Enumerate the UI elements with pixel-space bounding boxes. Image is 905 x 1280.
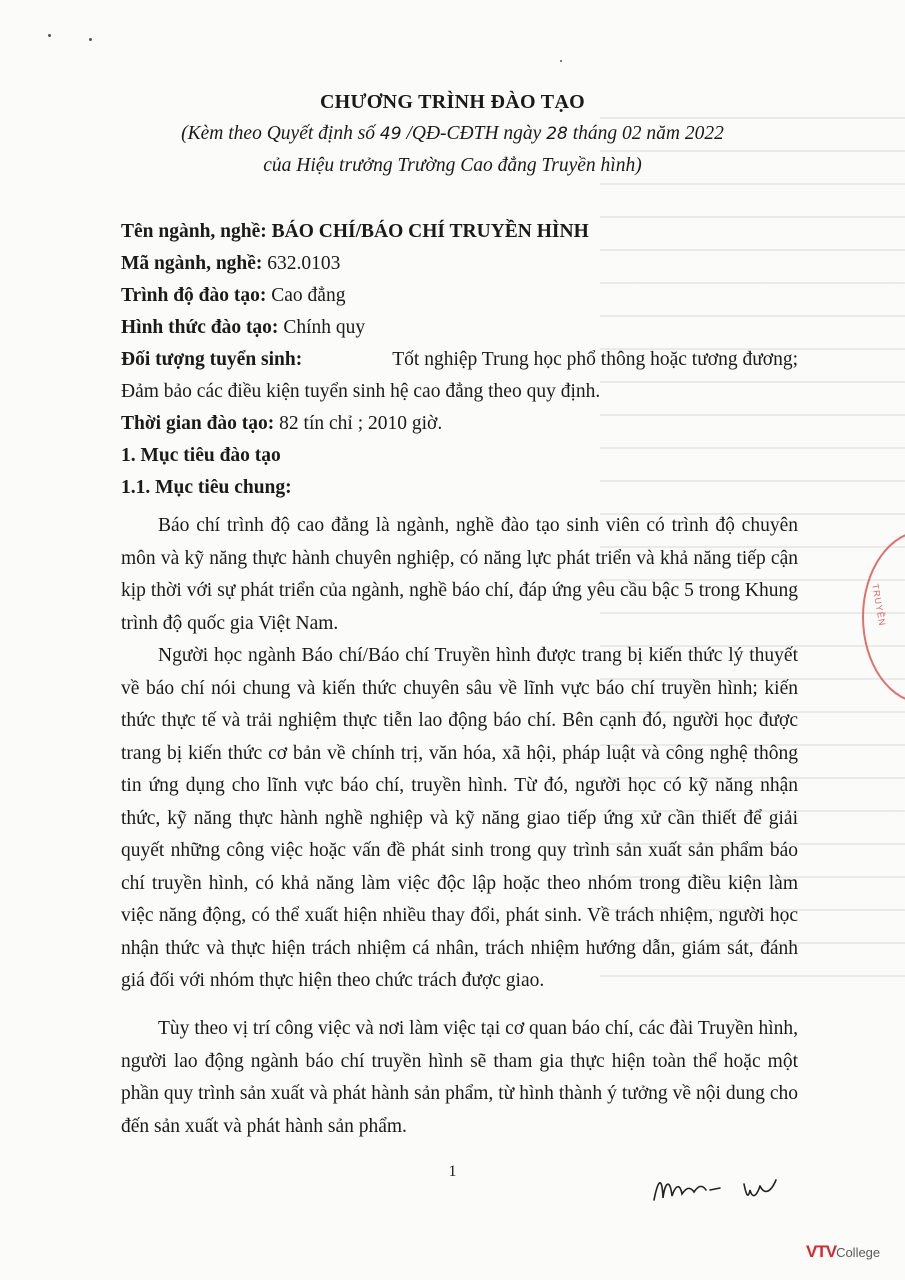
field-major-name <box>121 221 589 243</box>
field-label: Đối tượng tuyển sinh: <box>121 349 303 370</box>
subtitle-prefix: (Kèm theo Quyết định số <box>181 123 376 144</box>
field-major-code <box>121 253 340 275</box>
document-subtitle-line1 <box>0 123 905 145</box>
heading-training-objectives: 1. Mục tiêu đào tạo <box>121 445 281 466</box>
field-training-duration <box>121 413 442 435</box>
field-value: Cao đẳng <box>271 285 346 306</box>
field-value: 632.0103 <box>267 253 341 274</box>
field-training-form <box>121 317 365 339</box>
page-number: 1 <box>448 1163 457 1180</box>
field-value: Đảm bảo các điều kiện tuyển sinh hệ cao đẳng theo quy định. <box>121 381 601 402</box>
field-enrollment-target <box>121 349 798 371</box>
decision-number: 49 <box>379 124 402 144</box>
field-label: Thời gian đào tạo: <box>121 413 275 434</box>
logo-vtv: VTV <box>806 1242 837 1261</box>
subtitle-middle: /QĐ-CĐTH ngày <box>406 123 542 144</box>
document-subtitle-line2: của Hiệu trưởng Trường Cao đẳng Truyền hình) <box>263 155 642 176</box>
field-enrollment-target-cont <box>121 381 600 403</box>
field-label: Tên ngành, nghề: <box>121 221 267 242</box>
field-value: BÁO CHÍ/BÁO CHÍ TRUYỀN HÌNH <box>271 221 589 242</box>
paragraph-2: Người học ngành Báo chí/Báo chí Truyền hình được trang bị kiến thức lý thuyết về báo chí nói chung và kiến thức chuyên sâu về lĩnh vực báo chí truyền hình; kiến thức thực tế và trải nghiệm thực tiễn lao động báo chí. Bên cạnh đó, người học được trang bị kiến thức cơ bản về chính trị, văn hóa, xã hội, pháp luật và công nghệ thông tin ứng dụng cho lĩnh vực báo chí, truyền hình. Từ đó, người học có kỹ năng nhận thức, kỹ năng thực hành nghề nghiệp và kỹ năng giao tiếp ứng xử cần thiết để giải quyết những công việc hoặc vấn đề phát sinh trong quy trình sản xuất sản phẩm báo chí truyền hình, có khả năng làm việc độc lập hoặc theo nhóm trong điều kiện làm việc năng động, có thể xuất hiện nhiều thay đổi, phát sinh. Về trách nhiệm, người học nhận thức và thực hiện trách nhiệm cá nhân, trách nhiệm hướng dẫn, giám sát, đánh giá đối với nhóm thực hiện theo chức trách được giao. <box>121 645 798 991</box>
signature-handwriting <box>648 1170 788 1210</box>
field-label: Hình thức đào tạo: <box>121 317 279 338</box>
decision-day: 28 <box>546 124 568 144</box>
field-label: Mã ngành, nghề: <box>121 253 263 274</box>
logo-college: College <box>836 1245 881 1260</box>
document-title: CHƯƠNG TRÌNH ĐÀO TẠO <box>319 91 586 113</box>
field-value: 82 tín chỉ ; 2010 giờ. <box>279 413 443 434</box>
paragraph-1: Báo chí trình độ cao đẳng là ngành, nghề đào tạo sinh viên có trình độ chuyên môn và kỹ năng thực hành chuyên nghiệp, có năng lực phát triển và khả năng tiếp cận kịp thời với sự phát triển của ngành, nghề báo chí, đáp ứng yêu cầu bậc 5 trong Khung trình độ quốc gia Việt Nam. <box>121 515 798 634</box>
field-training-level <box>121 285 345 307</box>
seal-fragment-text: TRUYỀN <box>870 583 888 628</box>
field-value: Chính quy <box>283 317 366 338</box>
vtv-college-logo <box>806 1242 880 1262</box>
paragraph-3: Tùy theo vị trí công việc và nơi làm việc tại cơ quan báo chí, các đài Truyền hình, người lao động ngành báo chí truyền hình sẽ tham gia thực hiện toàn thể hoặc một phần quy trình sản xuất và phát hành sản phẩm, từ hình thành ý tưởng về nội dung cho đến sản xuất và phát hành sản phẩm. <box>121 1018 798 1137</box>
heading-general-objectives: 1.1. Mục tiêu chung: <box>121 477 292 498</box>
field-value: Tốt nghiệp Trung học phổ thông hoặc tương đương; <box>392 349 798 370</box>
subtitle-suffix: tháng 02 năm 2022 <box>572 123 724 144</box>
field-label: Trình độ đào tạo: <box>121 285 267 306</box>
